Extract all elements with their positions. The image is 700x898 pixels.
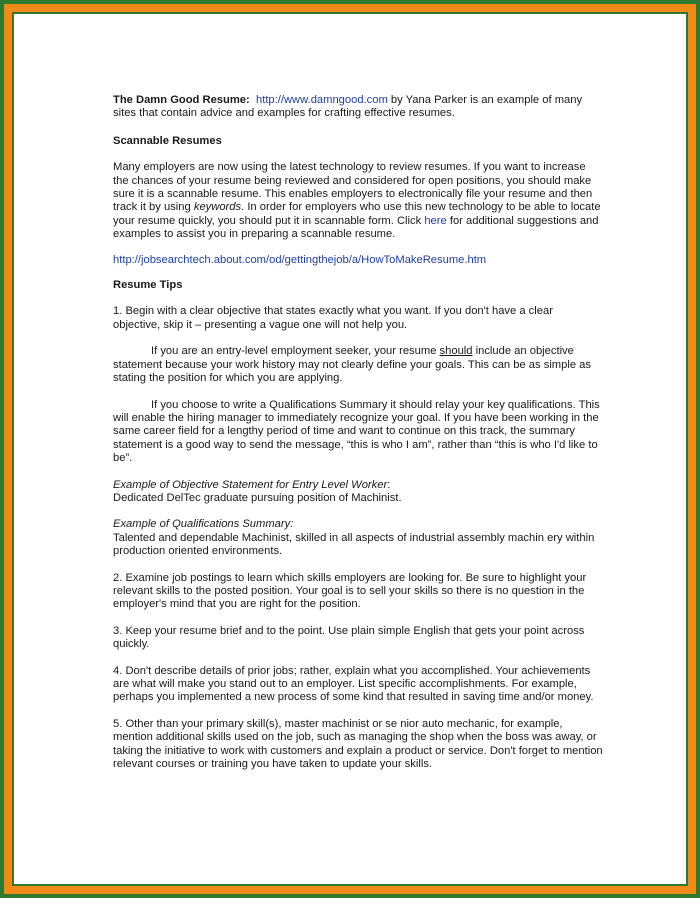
scannable-text-a: Many employers are now using the latest technology to review resumes. If you want to increase the chances of your resume being reviewed and considered for open positions, you should make sure it is a scannable resume. This enables employers to electronically file your resume and then track it by using: [113, 161, 593, 214]
should-text: should: [439, 345, 473, 358]
scannable-text-b: . In order for employers who use this new technology to be able to locate your resume quickly, you should put it in scannable form. Click: [113, 201, 601, 227]
tip-1: 1. Begin with a clear objective that states exactly what you want. If you don't have a clear objective, skip it – presenting a vague one will not help you.: [113, 305, 553, 331]
scannable-heading: Scannable Resumes: [113, 134, 222, 147]
here-link[interactable]: here: [424, 214, 447, 227]
resume-tips-heading: Resume Tips: [113, 279, 183, 292]
tip-3: 3. Keep your resume brief and to the point. Use plain simple English that gets your point across quickly.: [113, 624, 585, 651]
scannable-text-c: for additional suggestions and examples to assist you in preparing a scannable resume.: [113, 214, 599, 241]
example-1-text: Dedicated DelTec graduate pursuing position of Machinist.: [113, 491, 402, 504]
entry-level-text-b: include an objective statement because your work history may not clearly define your goals. This can be as simple as stating the position for which you are applying.: [113, 345, 591, 385]
intro-text: by Yana Parker is an example of many sites that contain advice and examples for crafting effective resumes.: [113, 94, 583, 120]
tip-5: 5. Other than your primary skill(s), master machinist or se nior auto mechanic, for example, mention additional skills used on the job, such as managing the shop when the boss was away, or taking the initiative to work with customers and explain a product or service. Don't forget to mention relevant courses or training you have taken to update your skills.: [113, 717, 603, 771]
tip-2: 2. Examine job postings to learn which skills employers are looking for. Be sure to highlight your relevant skills to the posted position. Your goal is to sell your skills so there is no question in the employer's mind that you are right for the position.: [113, 571, 587, 611]
tip-1-entry-level: [113, 345, 603, 385]
example-2-label: Example of Qualifications Summary:: [113, 518, 294, 531]
scannable-paragraph: [113, 161, 603, 241]
example-2-text: Talented and dependable Machinist, skilled in all aspects of industrial assembly machin ery within production oriented environments.: [113, 531, 595, 558]
jobsearchtech-link[interactable]: http://jobsearchtech.about.com/od/gettingthejob/a/HowToMakeResume.htm: [113, 253, 487, 266]
example-1-label: [113, 479, 603, 492]
intro-paragraph: [113, 94, 603, 121]
document-page: [14, 14, 686, 884]
document-content: [113, 94, 603, 771]
intro-title: The Damn Good Resume:: [113, 94, 250, 106]
tip-1-qualifications: If you choose to write a Qualifications Summary it should relay your key qualifications. This will enable the hiring manager to immediately recognize your goal. If you have been working in the same career field for a lengthy period of time and want to continue on this track, the summary statement is a good way to send the message, “this is who I am”, rather than “this is who I'd like to be”.: [113, 398, 600, 465]
example-1-colon: :: [387, 478, 391, 491]
entry-level-text-a: If you are an entry-level employment seeker, your resume: [151, 345, 440, 358]
example-1-label-text: Example of Objective Statement for Entry Level Worker: [113, 478, 388, 491]
damngood-link[interactable]: http://www.damngood.com: [255, 94, 388, 106]
tip-4: 4. Don't describe details of prior jobs; rather, explain what you accomplished. Your achievements are what will make you stand out to an employer. List specific accomplishments. For example, perhaps you implemented a new process of some kind that resulted in saving time and/or money.: [113, 664, 594, 704]
keywords-text: keywords: [193, 201, 242, 214]
